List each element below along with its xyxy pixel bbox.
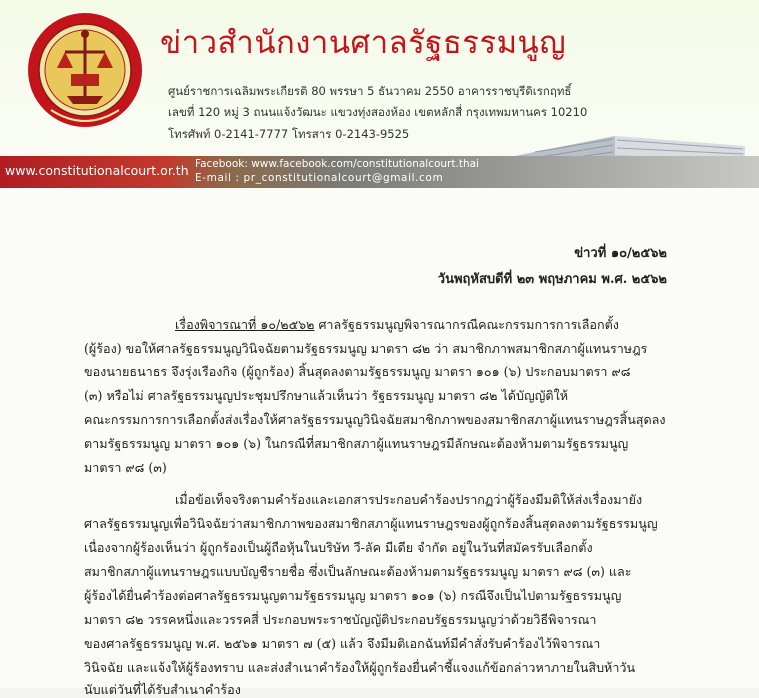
paragraph-1-line-7: มาตรา ๙๘ (๓) — [84, 460, 167, 475]
paragraph-1-text-start: ศาลรัฐธรรมนูญพิจารณากรณีคณะกรรมการการเลือกตั้ง — [318, 317, 619, 332]
paragraph-2-line-7: ของศาลรัฐธรรมนูญ พ.ศ. ๒๕๖๑ มาตรา ๗ (๕) แล้ว จึงมีมติเอกฉันท์มีคำสั่งรับคำร้องไว้พิจารณา — [84, 636, 601, 651]
document-body — [0, 190, 759, 697]
paragraph-1-line-6: ตามรัฐธรรมนูญ มาตรา ๑๐๑ (๖) ในกรณีที่สมาชิกสภาผู้แทนราษฎรมีลักษณะต้องห้ามตามรัฐธรรมนูญ — [84, 436, 629, 451]
paragraph-1-line-2: (ผู้ร้อง) ขอให้ศาลรัฐธรรมนูญวินิจฉัยตามรัฐธรรมนูญ มาตรา ๘๒ ว่า สมาชิกภาพสมาชิกสภาผู้แทนราษฎร — [84, 341, 648, 356]
paragraph-2-line-2: ศาลรัฐธรรมนูญเพื่อวินิจฉัยว่าสมาชิกภาพของสมาชิกสภาผู้แทนราษฎรของผู้ถูกร้องสิ้นสุดลงตามรัฐธรรมนูญ — [84, 516, 658, 531]
email-link[interactable]: E-mail : pr_constitutionalcourt@gmail.com — [195, 172, 444, 184]
address-line-1: ศูนย์ราชการเฉลิมพระเกียรติ 80 พรรษา 5 ธันวาคม 2550 อาคารราชบุรีดิเรกฤทธิ์ — [168, 84, 572, 98]
subject-label: เรื่องพิจารณาที่ ๑๐/๒๕๖๒ — [175, 317, 315, 332]
paragraph-2-line-1: เมื่อข้อเท็จจริงตามคำร้องและเอกสารประกอบคำร้องปรากฏว่าผู้ร้องมีมติให้ส่งเรื่องมายัง — [175, 492, 643, 507]
letterhead — [0, 0, 759, 190]
paragraph-2-line-4: สมาชิกสภาผู้แทนราษฎรแบบบัญชีรายชื่อ ซึ่งเป็นลักษณะต้องห้ามตามรัฐธรรมนูญ มาตรา ๙๘ (๓) และ — [84, 564, 632, 579]
news-number: ข่าวที่ ๑๐/๒๕๖๒ — [574, 246, 667, 261]
phone-fax-line: โทรศัพท์ 0-2141-7777 โทรสาร 0-2143-9525 — [168, 127, 410, 141]
news-date: วันพฤหัสบดีที่ ๒๓ พฤษภาคม พ.ศ. ๒๕๖๒ — [437, 272, 667, 287]
address-line-2: เลขที่ 120 หมู่ 3 ถนนแจ้งวัฒนะ แขวงทุ่งสองห้อง เขตหลักสี่ กรุงเทพมหานคร 10210 — [168, 105, 588, 119]
paragraph-2-line-6: มาตรา ๘๒ วรรคหนึ่งและวรรคสี่ ประกอบพระราชบัญญัติประกอบรัฐธรรมนูญว่าด้วยวิธีพิจารณา — [84, 612, 597, 627]
paragraph-2-line-9: นับแต่วันที่ได้รับสำเนาคำร้อง — [84, 682, 241, 697]
website-link[interactable]: www.constitutionalcourt.or.th — [5, 163, 189, 178]
paragraph-1-line-1 — [175, 317, 619, 333]
court-seal-icon — [27, 10, 143, 134]
paragraph-1-line-5: คณะกรรมการการเลือกตั้งส่งเรื่องให้ศาลรัฐธรรมนูญวินิจฉัยสมาชิกภาพของสมาชิกสภาผู้แทนราษฎรสิ้นสุดลง — [84, 412, 666, 427]
paragraph-2-line-3: เนื่องจากผู้ร้องเห็นว่า ผู้ถูกร้องเป็นผู้ถือหุ้นในบริษัท วี-ลัค มีเดีย จำกัด อยู่ในวันที่สมัครรับเลือกตั้ง — [84, 540, 593, 555]
news-office-title: ข่าวสำนักงานศาลรัฐธรรมนูญ — [160, 25, 567, 61]
paragraph-1-line-3: ของนายธนาธร จึงรุ่งเรืองกิจ (ผู้ถูกร้อง) สิ้นสุดลงตามรัฐธรรมนูญ มาตรา ๑๐๑ (๖) ประกอบมาตรา ๙๘ — [84, 364, 631, 379]
paragraph-2-line-5: ผู้ร้องได้ยื่นคำร้องต่อศาลรัฐธรรมนูญตามรัฐธรรมนูญ มาตรา ๑๐๑ (๖) กรณีจึงเป็นไปตามรัฐธรรมนูญ — [84, 588, 622, 603]
paragraph-2-line-8: วินิจฉัย และแจ้งให้ผู้ร้องทราบ และส่งสำเนาคำร้องให้ผู้ถูกร้องยื่นคำชี้แจงแก้ข้อกล่าวหาภายในสิบห้าวัน — [84, 660, 636, 675]
contact-bar — [0, 156, 759, 188]
facebook-link[interactable]: Facebook: www.facebook.com/constitutionalcourt.thai — [195, 158, 479, 170]
paragraph-1-line-4: (๓) หรือไม่ ศาลรัฐธรรมนูญประชุมปรึกษาแล้วเห็นว่า รัฐธรรมนูญ มาตรา ๘๒ ได้บัญญัติให้ — [84, 388, 569, 403]
